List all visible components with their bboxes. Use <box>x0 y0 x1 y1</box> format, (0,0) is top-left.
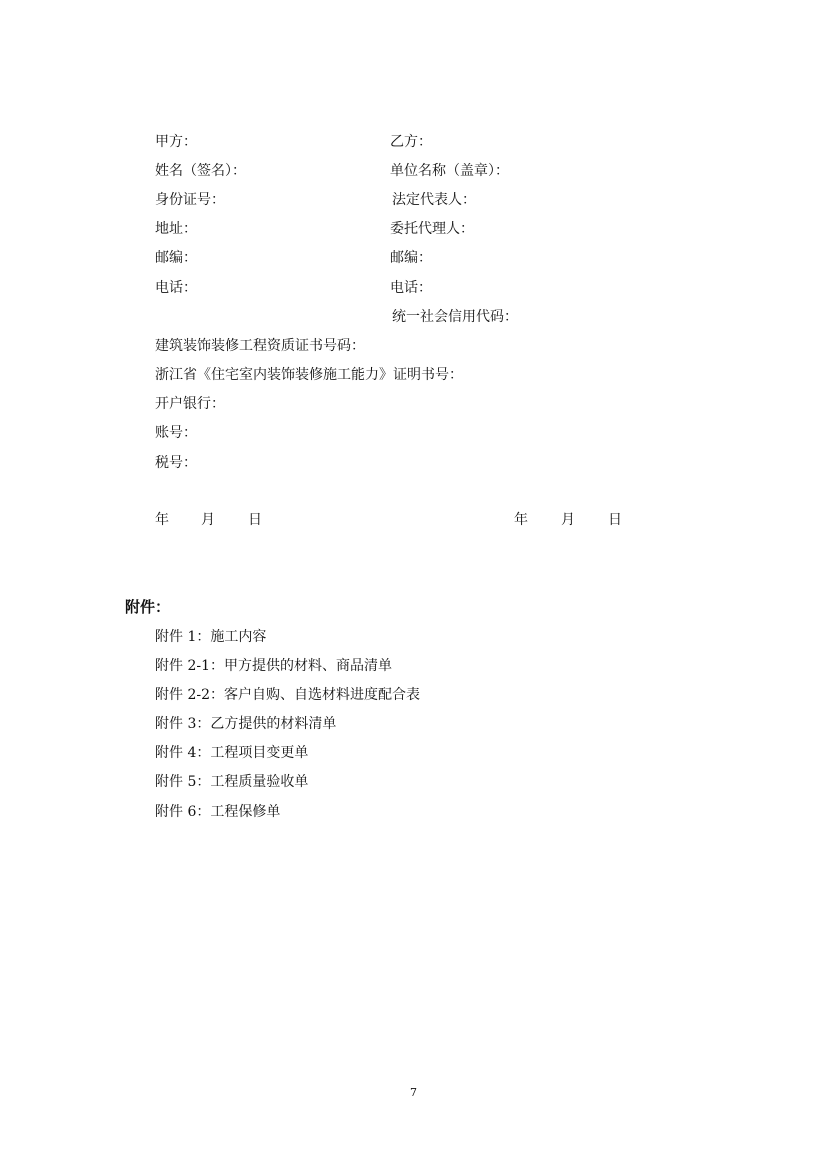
attachment-item: 附件 3：乙方提供的材料清单 <box>155 716 337 732</box>
party-b-title: 乙方： <box>390 134 432 150</box>
party-b-postcode: 邮编： <box>390 250 432 266</box>
party-a-address: 地址： <box>155 221 197 237</box>
party-b-unit-name-seal: 单位名称（盖章）： <box>390 163 509 179</box>
party-b-phone: 电话： <box>390 280 432 296</box>
attachment-item: 附件 2-1：甲方提供的材料、商品清单 <box>155 658 392 674</box>
attachment-item: 附件 4：工程项目变更单 <box>155 745 309 761</box>
party-a-date-month: 月 <box>201 512 215 528</box>
party-b-agent: 委托代理人： <box>390 221 474 237</box>
attachment-item: 附件 1：施工内容 <box>155 629 267 645</box>
party-b-credit-code: 统一社会信用代码： <box>392 309 518 325</box>
attachment-item: 附件 6：工程保修单 <box>155 804 281 820</box>
party-a-name-sign: 姓名（签名）： <box>155 163 246 179</box>
zhejiang-cert-line: 浙江省《住宅室内装饰装修施工能力》证明书号： <box>155 367 463 383</box>
account-line: 账号： <box>155 425 197 441</box>
party-a-postcode: 邮编： <box>155 250 197 266</box>
attachment-item: 附件 5：工程质量验收单 <box>155 774 309 790</box>
party-b-date-month: 月 <box>561 512 575 528</box>
party-b-legal-rep: 法定代表人： <box>392 192 476 208</box>
bank-line: 开户银行： <box>155 396 225 412</box>
party-b-date-day: 日 <box>608 512 622 528</box>
tax-number-line: 税号： <box>155 455 197 471</box>
party-a-date-day: 日 <box>248 512 262 528</box>
attachments-heading: 附件： <box>125 598 171 616</box>
page-number: 7 <box>410 1086 417 1099</box>
party-a-date-year: 年 <box>155 512 169 528</box>
party-a-title: 甲方： <box>155 134 197 150</box>
qualification-cert-line: 建筑装饰装修工程资质证书号码： <box>155 338 365 354</box>
party-a-id-number: 身份证号： <box>155 192 225 208</box>
party-a-phone: 电话： <box>155 280 197 296</box>
attachment-item: 附件 2-2：客户自购、自选材料进度配合表 <box>155 687 420 703</box>
party-b-date-year: 年 <box>514 512 528 528</box>
